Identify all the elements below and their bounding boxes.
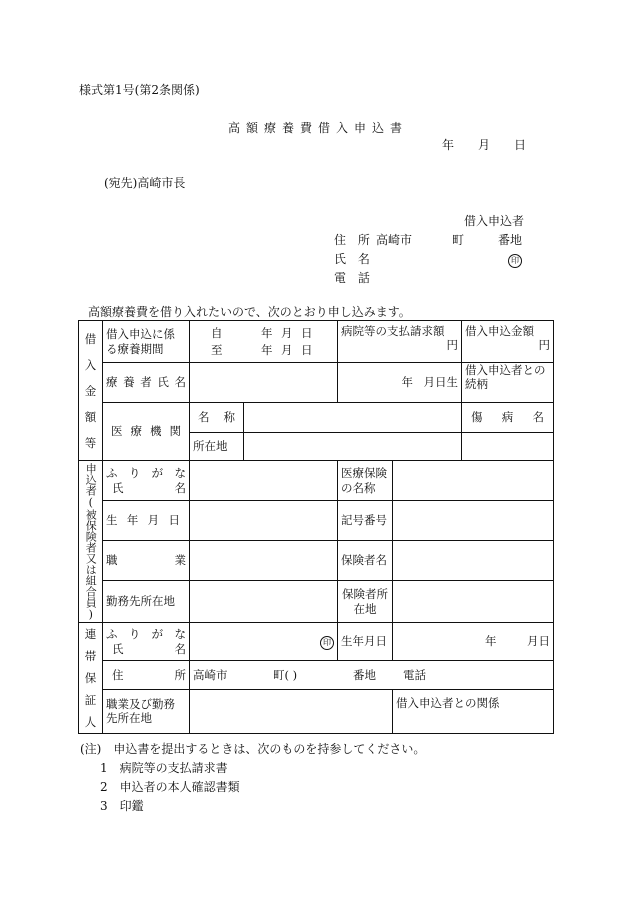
guarantor-birth-day: 日 — [538, 634, 550, 649]
loan-group-char: 入 — [84, 357, 97, 372]
insured-occupation-text: 職 業 — [106, 553, 186, 568]
guarantor-occupation-field[interactable] — [190, 689, 393, 733]
applicant-address-label: 住 所 — [334, 233, 374, 247]
loan-amount-label: 借入申込金額 — [465, 324, 534, 338]
patient-name-label — [103, 363, 190, 403]
insured-number-label: 記号番号 — [338, 501, 393, 541]
loan-group-label — [79, 321, 103, 461]
notes-intro: (注) 申込書を提出するときは、次のものを持参してください。 — [80, 742, 426, 756]
medical-institution-label — [103, 403, 190, 461]
notes-section — [80, 740, 425, 816]
period-from-label: 自 — [211, 325, 223, 340]
guarantor-birthdate-field[interactable] — [393, 623, 554, 661]
period-label-text: 借入申込に係る療養期間 — [106, 327, 175, 356]
applicant-address — [334, 231, 524, 250]
institution-address-field[interactable] — [244, 433, 462, 461]
applicant-seal-mark: 印 — [508, 254, 522, 268]
guarantor-group-char: 証 — [84, 693, 97, 707]
guarantor-occupation-label — [103, 689, 190, 733]
period-field[interactable] — [190, 321, 338, 363]
insurer-address-label — [338, 581, 393, 623]
period-label — [103, 321, 190, 363]
application-date — [442, 139, 526, 151]
addressee: (宛先)高崎市長 — [104, 176, 186, 190]
guarantor-address-lot: 番地 — [353, 667, 376, 682]
application-table — [78, 320, 554, 734]
loan-group-char: 等 — [84, 435, 97, 450]
guarantor-address-field[interactable] — [190, 661, 554, 689]
insurer-address-label-text: 保険者所在地 — [342, 587, 388, 616]
period-to-label: 至 — [211, 342, 223, 357]
insurer-name-field[interactable] — [393, 461, 554, 501]
guarantor-relation-field[interactable] — [393, 689, 554, 733]
guarantor-address-label-text: 住 所 — [112, 667, 186, 682]
relation-field[interactable] — [462, 363, 554, 403]
loan-amount-unit: 円 — [538, 338, 550, 353]
insured-furigana-label — [103, 461, 190, 501]
insured-occupation-field[interactable] — [190, 541, 338, 581]
insured-occupation-label — [103, 541, 190, 581]
period-year: 年 — [261, 342, 273, 357]
guarantor-name-field[interactable] — [190, 623, 338, 661]
notes-item: 3 印鑑 — [100, 799, 144, 813]
guarantor-group-char: 人 — [84, 715, 97, 729]
date-day: 日 — [514, 138, 527, 152]
medical-institution-label-text: 医療機関 — [111, 424, 181, 439]
period-day: 日 — [301, 325, 313, 340]
institution-name-field[interactable] — [244, 403, 462, 433]
notes-item: 2 申込者の本人確認書類 — [100, 780, 240, 794]
birth-year: 年 — [401, 375, 413, 390]
guarantor-name-text: 氏 名 — [112, 641, 186, 656]
period-month: 月 — [281, 325, 293, 340]
claim-amount-label: 病院等の支払請求額 — [341, 324, 445, 338]
loan-group-char: 金 — [84, 383, 97, 398]
guarantor-occupation-text: 職業及び勤務先所在地 — [106, 696, 175, 726]
period-year: 年 — [261, 325, 273, 340]
insurer-label: 保険者名 — [338, 541, 393, 581]
insured-name-field[interactable] — [190, 461, 338, 501]
insured-name-text: 氏 名 — [112, 480, 186, 495]
claim-amount-unit: 円 — [446, 338, 458, 353]
insured-birthdate-field[interactable] — [190, 501, 338, 541]
guarantor-address-town: 町( ) — [273, 667, 298, 682]
guarantor-group-char: 保 — [84, 671, 97, 685]
guarantor-seal-mark: 印 — [320, 636, 334, 650]
loan-group-char: 借 — [84, 331, 97, 346]
institution-address-label: 所在地 — [190, 433, 244, 461]
guarantor-group-char: 帯 — [84, 649, 97, 663]
guarantor-birth-month: 月 — [527, 634, 539, 649]
applicant-heading: 借入申込者 — [464, 214, 525, 228]
loan-group-char: 額 — [84, 409, 97, 424]
applicant-phone-label: 電 話 — [334, 271, 374, 285]
patient-birthdate-field[interactable] — [338, 363, 462, 403]
applicant-address-lot: 番地 — [498, 233, 523, 247]
insurer-field[interactable] — [393, 541, 554, 581]
guarantor-relation-label: 借入申込者との関係 — [396, 695, 500, 710]
date-year: 年 — [442, 138, 455, 152]
insured-furigana-text: ふりがな — [106, 466, 186, 481]
guarantor-birthdate-label: 生年月日 — [338, 623, 393, 661]
document-title: 高額療養費借入申込書 — [228, 121, 409, 135]
insured-birthdate-text: 生年月日 — [106, 513, 180, 528]
insured-workplace-field[interactable] — [190, 581, 338, 623]
guarantor-address-label — [103, 661, 190, 689]
period-month: 月 — [281, 342, 293, 357]
disease-label-text: 傷 病 名 — [471, 410, 544, 425]
insurer-address-field[interactable] — [393, 581, 554, 623]
insurer-name-label-text: 医療保険の名称 — [341, 466, 387, 495]
claim-amount-field[interactable] — [338, 321, 462, 363]
date-month: 月 — [478, 138, 491, 152]
guarantor-phone-label: 電話 — [403, 667, 426, 682]
patient-name-label-text: 療養者氏名 — [106, 375, 186, 390]
guarantor-group-label — [79, 623, 103, 734]
disease-label — [462, 403, 554, 433]
intro-statement: 高額療養費を借り入れたいので、次のとおり申し込みます。 — [88, 305, 411, 319]
applicant-address-city: 高崎市 — [376, 233, 413, 247]
applicant-name-label: 氏 名 — [334, 252, 374, 266]
guarantor-address-city: 高崎市 — [193, 667, 228, 682]
institution-name-label — [190, 403, 244, 433]
form-number-label: 様式第1号(第2条関係) — [79, 83, 200, 97]
guarantor-furigana-label — [103, 623, 190, 661]
applicant-name — [334, 250, 524, 269]
guarantor-birth-year: 年 — [485, 634, 497, 649]
relation-label: 借入申込者との続柄 — [465, 363, 546, 392]
institution-name-label-text: 名 称 — [198, 410, 235, 425]
insurer-name-label — [338, 461, 393, 501]
birth-month: 月 — [423, 375, 435, 390]
insured-workplace-label: 勤務先所在地 — [103, 581, 190, 623]
period-day: 日 — [301, 342, 313, 357]
guarantor-furigana-text: ふりがな — [106, 627, 186, 642]
insured-birthdate-label — [103, 501, 190, 541]
guarantor-group-char: 連 — [84, 627, 97, 641]
patient-name-field[interactable] — [190, 363, 338, 403]
notes-item: 1 病院等の支払請求書 — [100, 761, 228, 775]
insured-group-label-text: 申込者(被保険者又は組合員) — [84, 462, 98, 621]
loan-amount-field[interactable] — [462, 321, 554, 363]
applicant-address-town: 町 — [452, 233, 465, 247]
birth-day-suffix: 日生 — [435, 375, 458, 390]
insured-group-label — [79, 461, 103, 623]
applicant-block — [334, 212, 524, 288]
insured-number-field[interactable] — [393, 501, 554, 541]
disease-field[interactable] — [462, 433, 554, 461]
